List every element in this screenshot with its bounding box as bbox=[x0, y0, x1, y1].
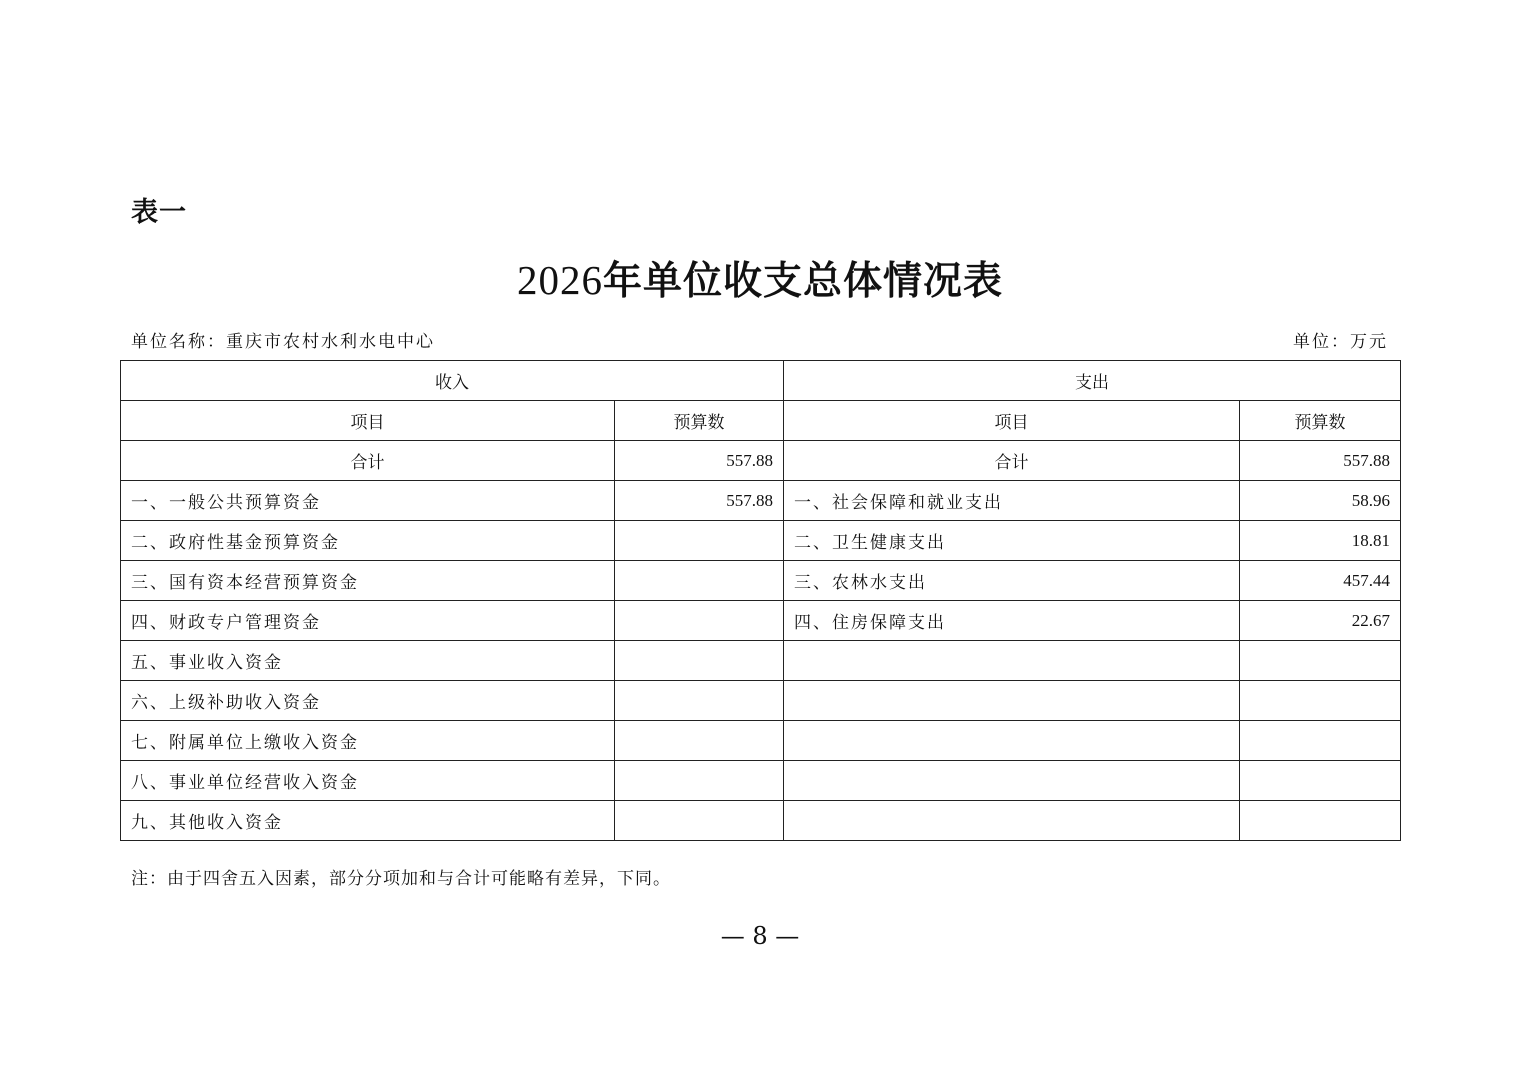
table-row bbox=[121, 801, 1401, 841]
expense-amount: 22.67 bbox=[1240, 601, 1401, 641]
expense-total-label: 合计 bbox=[784, 441, 1240, 481]
expense-amount: 18.81 bbox=[1240, 521, 1401, 561]
expense-item bbox=[784, 721, 1240, 761]
expense-item: 四、住房保障支出 bbox=[784, 601, 1240, 641]
income-item: 五、事业收入资金 bbox=[121, 641, 615, 681]
income-amount bbox=[615, 641, 784, 681]
table-row bbox=[121, 481, 1401, 521]
column-header-row bbox=[121, 401, 1401, 441]
table-row bbox=[121, 601, 1401, 641]
income-item: 六、上级补助收入资金 bbox=[121, 681, 615, 721]
page-title bbox=[0, 250, 1520, 306]
page-number: — 8 — bbox=[720, 922, 800, 950]
expense-amount bbox=[1240, 761, 1401, 801]
table-row bbox=[121, 761, 1401, 801]
table-row bbox=[121, 721, 1401, 761]
budget-table bbox=[120, 360, 1401, 841]
expense-item: 三、农林水支出 bbox=[784, 561, 1240, 601]
income-amount-header: 预算数 bbox=[615, 401, 784, 441]
expense-item: 一、社会保障和就业支出 bbox=[784, 481, 1240, 521]
table-row bbox=[121, 681, 1401, 721]
income-amount: 557.88 bbox=[615, 481, 784, 521]
expense-amount bbox=[1240, 641, 1401, 681]
expense-amount bbox=[1240, 681, 1401, 721]
income-item: 四、财政专户管理资金 bbox=[121, 601, 615, 641]
total-row bbox=[121, 441, 1401, 481]
income-amount bbox=[615, 801, 784, 841]
expense-item bbox=[784, 761, 1240, 801]
table-row bbox=[121, 641, 1401, 681]
expense-amount: 58.96 bbox=[1240, 481, 1401, 521]
unit-label: 单位：万元 bbox=[1293, 332, 1388, 352]
income-item: 七、附属单位上缴收入资金 bbox=[121, 721, 615, 761]
income-item-header: 项目 bbox=[121, 401, 615, 441]
expense-amount bbox=[1240, 721, 1401, 761]
income-amount bbox=[615, 761, 784, 801]
income-amount bbox=[615, 601, 784, 641]
income-total-label: 合计 bbox=[121, 441, 615, 481]
income-item: 三、国有资本经营预算资金 bbox=[121, 561, 615, 601]
income-item: 二、政府性基金预算资金 bbox=[121, 521, 615, 561]
expense-item bbox=[784, 641, 1240, 681]
income-amount bbox=[615, 681, 784, 721]
income-amount bbox=[615, 721, 784, 761]
expense-item bbox=[784, 681, 1240, 721]
expense-header: 支出 bbox=[784, 361, 1401, 401]
unit-name: 单位名称：重庆市农村水利水电中心 bbox=[131, 332, 435, 352]
expense-amount bbox=[1240, 801, 1401, 841]
section-header-row bbox=[121, 361, 1401, 401]
expense-amount: 457.44 bbox=[1240, 561, 1401, 601]
table-row bbox=[121, 561, 1401, 601]
title-text: 年单位收支总体情况表 bbox=[602, 259, 1003, 304]
income-header: 收入 bbox=[121, 361, 784, 401]
table-row bbox=[121, 521, 1401, 561]
footnote: 注：由于四舍五入因素，部分分项加和与合计可能略有差异，下同。 bbox=[131, 869, 671, 889]
expense-amount-header: 预算数 bbox=[1240, 401, 1401, 441]
income-item: 一、一般公共预算资金 bbox=[121, 481, 615, 521]
title-year: 2026 bbox=[516, 257, 603, 303]
expense-item bbox=[784, 801, 1240, 841]
income-item: 八、事业单位经营收入资金 bbox=[121, 761, 615, 801]
income-amount bbox=[615, 521, 784, 561]
table-label: 表一 bbox=[131, 197, 187, 228]
expense-item: 二、卫生健康支出 bbox=[784, 521, 1240, 561]
income-amount bbox=[615, 561, 784, 601]
expense-total-amount: 557.88 bbox=[1240, 441, 1401, 481]
income-item: 九、其他收入资金 bbox=[121, 801, 615, 841]
expense-item-header: 项目 bbox=[784, 401, 1240, 441]
income-total-amount: 557.88 bbox=[615, 441, 784, 481]
